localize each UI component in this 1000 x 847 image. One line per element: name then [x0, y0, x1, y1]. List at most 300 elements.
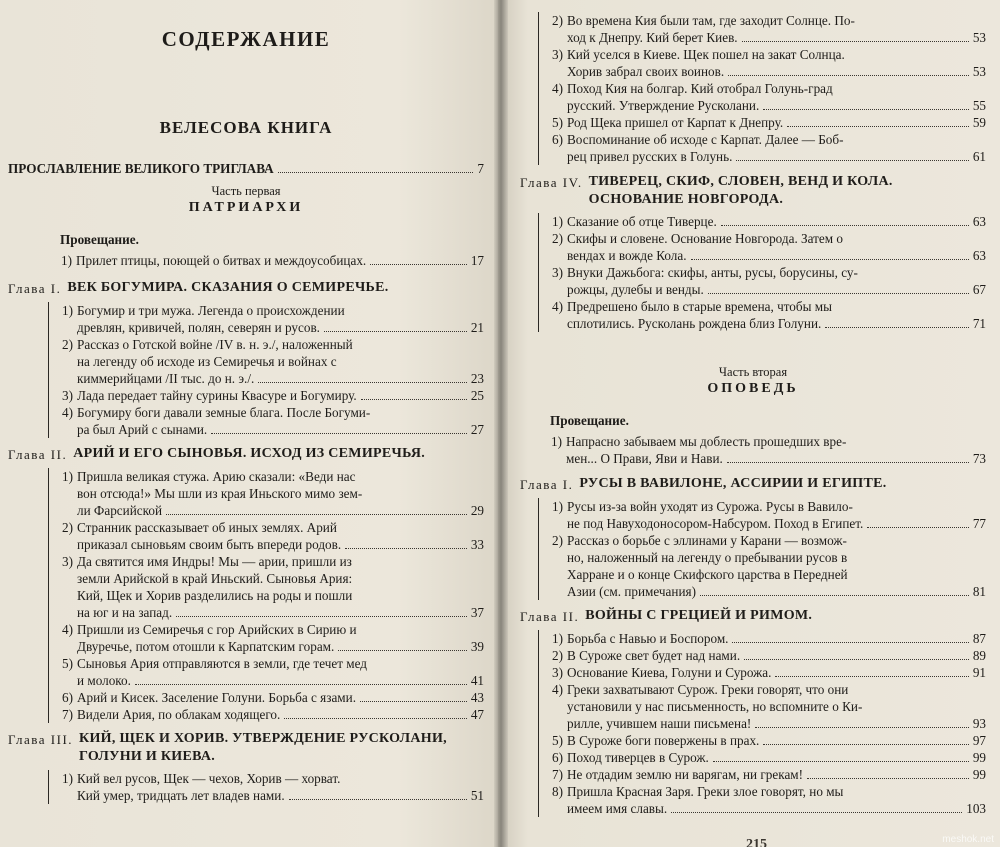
toc-entry: [539, 230, 986, 264]
chapter-block: [520, 475, 986, 600]
chapter-heading: [520, 607, 986, 626]
entry-line-last: [567, 749, 986, 766]
entry-line-last: [567, 800, 986, 817]
chapter-prefix: Глава IV.: [520, 175, 583, 190]
entry-body: [567, 783, 986, 817]
entry-line-last: [77, 536, 484, 553]
toc-entry: [49, 387, 484, 404]
leader-dots: [763, 744, 968, 745]
entry-page: 87: [972, 631, 986, 646]
toc-entry: [49, 689, 484, 706]
entry-number: 5): [62, 656, 73, 671]
entry-page: 33: [470, 537, 484, 552]
entry-body: [566, 433, 986, 467]
entry-line-last: [567, 630, 986, 647]
entry-number: 4): [62, 622, 73, 637]
part-label: Часть вторая: [718, 365, 788, 379]
chapter-heading: [520, 173, 986, 209]
entry-number: 6): [62, 690, 73, 705]
entry-body: [567, 681, 986, 732]
entry-line: Прилет птицы, поющей о битвах и междоусобицах.: [76, 253, 367, 268]
entry-page: 39: [470, 639, 484, 654]
toc-entry: [539, 749, 986, 766]
toc-entry: [539, 46, 986, 80]
entry-page: 27: [470, 422, 484, 437]
watermark: meshok.net: [942, 834, 994, 845]
entry-number: 1): [552, 631, 563, 646]
leader-dots: [278, 172, 474, 173]
chapter-3-continued-entries: [538, 12, 986, 165]
toc-entry: [49, 519, 484, 553]
toc-entry: [49, 553, 484, 621]
entry-line-last: [567, 315, 986, 332]
chapter-title: КИЙ, ЩЕК И ХОРИВ. УТВЕРЖДЕНИЕ РУСКОЛАНИ, ГОЛУНИ И КИЕВА.: [79, 731, 447, 764]
entry-line-last: [567, 247, 986, 264]
entry-number: 1): [551, 434, 562, 449]
entry-number: 3): [552, 265, 563, 280]
toc-entry-triglav: [8, 160, 484, 177]
leader-dots: [867, 527, 969, 528]
entry-line: русский. Утверждение Русколани.: [567, 98, 760, 113]
entry-line: Греки захватывают Сурож. Греки говорят, что они: [567, 682, 849, 697]
entry-page: 97: [972, 733, 986, 748]
toc-entry: [539, 498, 986, 532]
entry-number: 1): [62, 771, 73, 786]
entry-page: 73: [972, 451, 986, 466]
leader-dots: [284, 718, 467, 719]
entry-line: Скифы и словене. Основание Новгорода. Затем о: [567, 231, 844, 246]
preface-label: Провещание.: [60, 232, 139, 247]
preface-entries: [538, 433, 986, 467]
leader-dots: [360, 701, 467, 702]
entry-number: 5): [552, 115, 563, 130]
book-title: ВЕЛЕСОВА КНИГА: [159, 118, 333, 137]
entry-number: 3): [552, 665, 563, 680]
toc-entry: [49, 706, 484, 723]
toc-entry: [539, 298, 986, 332]
entry-line-last: [567, 281, 986, 298]
entry-page: 47: [470, 707, 484, 722]
toc-entry: [539, 783, 986, 817]
entry-body: [77, 519, 484, 553]
entry-line: Богумир и три мужа. Легенда о происхождении: [77, 303, 345, 318]
leader-dots: [258, 382, 467, 383]
chapter-title: АРИЙ И ЕГО СЫНОВЬЯ. ИСХОД ИЗ СЕМИРЕЧЬЯ.: [73, 446, 426, 461]
entry-line: Воспоминание об исходе с Карпат. Далее — Боб-: [567, 132, 844, 147]
entry-line: Род Щека пришел от Карпат к Днепру.: [567, 115, 784, 130]
entry-number: 3): [62, 554, 73, 569]
entry-line: киммерийцами /II тыс. до н. э./.: [77, 371, 255, 386]
toc-entry: [539, 80, 986, 114]
entry-line: Поход тиверцев в Сурож.: [567, 750, 709, 765]
page-number: 215: [746, 837, 767, 847]
entry-number: 2): [552, 533, 563, 548]
entry-body: [567, 230, 986, 264]
entry-number: 2): [62, 337, 73, 352]
toc-entry: [48, 252, 484, 269]
chapters-list: [520, 475, 986, 817]
entry-body: [77, 387, 484, 404]
leader-dots: [338, 650, 467, 651]
entry-line: Хорив забрал своих воинов.: [567, 64, 725, 79]
leader-dots: [289, 799, 467, 800]
entry-body: [77, 770, 484, 804]
entry-line-last: [77, 387, 484, 404]
entry-line-last: [77, 319, 484, 336]
leader-dots: [361, 399, 467, 400]
entry-page: 103: [966, 801, 986, 816]
entry-line: Пришла Красная Заря. Греки злое говорят, но мы: [567, 784, 844, 799]
entry-body: [567, 12, 986, 46]
entry-line: древлян, кривичей, полян, северян и русов.: [77, 320, 320, 335]
entry-body: [567, 46, 986, 80]
entry-line: Сыновья Ария отправляются в земли, где течет мед: [77, 656, 367, 671]
toc-entry: [539, 213, 986, 230]
entry-body: [567, 131, 986, 165]
entry-page: 63: [972, 248, 986, 263]
chapter-entries: [538, 213, 986, 332]
chapter-block: [8, 279, 484, 438]
preface-label: Провещание.: [550, 413, 629, 428]
chapter-title: ВЕК БОГУМИРА. СКАЗАНИЯ О СЕМИРЕЧЬЕ.: [67, 280, 389, 295]
entry-number: 6): [552, 750, 563, 765]
chapter-heading: [8, 445, 484, 464]
chapter-block: [8, 730, 484, 804]
entry-line: Кий вел русов, Щек — чехов, Хорив — хорват.: [77, 771, 341, 786]
entry-number: 3): [62, 388, 73, 403]
entry-page: 89: [972, 648, 986, 663]
entry-page: 53: [972, 30, 986, 45]
leader-dots: [324, 331, 467, 332]
entry-line: Сказание об отце Тиверце.: [567, 214, 717, 229]
entry-page: 99: [972, 767, 986, 782]
entry-body: [77, 706, 484, 723]
entry-page: 81: [972, 584, 986, 599]
entry-line-last: [567, 664, 986, 681]
leader-dots: [807, 778, 969, 779]
entry-line-last: [77, 604, 484, 621]
entry-body: [567, 664, 986, 681]
entry-line: на юг и на запад.: [77, 605, 173, 620]
leader-dots: [671, 812, 962, 813]
chapter-prefix: Глава I.: [8, 281, 62, 296]
entry-body: [77, 621, 484, 655]
entry-line: не под Навуходоносором-Набсуром. Поход в Египет.: [567, 516, 864, 531]
entry-line: Пришла великая стужа. Арию сказали: «Веди нас: [77, 469, 356, 484]
entry-body: [567, 498, 986, 532]
entry-number: 1): [61, 253, 72, 268]
entry-line: мен... О Прави, Яви и Нави.: [566, 451, 723, 466]
entry-line: сплотились. Русколань рождена близ Голуни.: [567, 316, 822, 331]
entry-page: 99: [972, 750, 986, 765]
toc-entry: [539, 681, 986, 732]
toc-entry: [49, 655, 484, 689]
entry-body: [567, 749, 986, 766]
toc-entry: [49, 302, 484, 336]
entry-number: 4): [552, 299, 563, 314]
leader-dots: [166, 514, 467, 515]
part-label: Часть первая: [211, 184, 281, 198]
part-title: ОПОВЕДЬ: [707, 381, 799, 396]
entry-number: 7): [552, 767, 563, 782]
entry-number: 2): [552, 648, 563, 663]
entry-line: Поход Кия на болгар. Кий отобрал Голунь-град: [567, 81, 833, 96]
entry-line: Азии (см. примечания): [567, 584, 696, 599]
toc-entry: [49, 336, 484, 387]
entry-page: 53: [972, 64, 986, 79]
entry-line: Русы из-за войн уходят из Сурожа. Русы в Вавило-: [567, 499, 853, 514]
entry-page: 41: [470, 673, 484, 688]
chapter-prefix: Глава III.: [8, 732, 74, 747]
entry-line: Рассказ о Готской войне /IV в. н. э./, наложенный: [77, 337, 353, 352]
chapter-block: [520, 173, 986, 332]
leader-dots: [345, 548, 467, 549]
entry-line: рец привел русских в Голунь.: [567, 149, 733, 164]
entry-page: 37: [470, 605, 484, 620]
entry-body: [77, 404, 484, 438]
chapter-prefix: Глава II.: [8, 447, 68, 462]
entry-line: Странник рассказывает об иных землях. Арий: [77, 520, 337, 535]
leader-dots: [211, 433, 467, 434]
entry-body: [567, 630, 986, 647]
entry-line-last: [77, 370, 484, 387]
entry-body: [77, 336, 484, 387]
right-page: [498, 0, 1000, 847]
toc-entry: [49, 468, 484, 519]
chapter-entries: [538, 498, 986, 600]
toc-entry: [539, 114, 986, 131]
entry-page: 55: [972, 98, 986, 113]
chapter-title: ВОЙНЫ С ГРЕЦИЕЙ И РИМОМ.: [585, 608, 813, 623]
toc-heading: СОДЕРЖАНИЕ: [161, 27, 331, 51]
entry-line: Арий и Кисек. Заселение Голуни. Борьба с язами.: [77, 690, 357, 705]
entry-line: земли Арийской в край Иньский. Сыновья Ария:: [77, 571, 353, 586]
leader-dots: [744, 659, 969, 660]
entry-line-last: [567, 114, 986, 131]
entry-line: но, наложенный на легенду о пребывании русов в: [567, 550, 848, 565]
entry-line: Основание Киева, Голуни и Сурожа.: [567, 665, 772, 680]
entry-page: 23: [470, 371, 484, 386]
entry-number: 1): [552, 499, 563, 514]
entry-number: 8): [552, 784, 563, 799]
entry-page: 67: [972, 282, 986, 297]
book-gutter: [494, 0, 508, 847]
entry-body: [567, 114, 986, 131]
entry-line: ход к Днепру. Кий берет Киев.: [567, 30, 738, 45]
entry-line: Лада передает тайну сурины Квасуре и Богумиру.: [77, 388, 357, 403]
leader-dots: [708, 293, 969, 294]
toc-entry: [539, 664, 986, 681]
entry-line-last: [567, 213, 986, 230]
entry-line: Борьба с Навью и Боспором.: [567, 631, 729, 646]
leader-dots: [787, 126, 969, 127]
entry-number: 4): [552, 682, 563, 697]
entry-page: 17: [470, 253, 484, 268]
entry-line-last: [567, 29, 986, 46]
leader-dots: [736, 160, 968, 161]
leader-dots: [825, 327, 969, 328]
entry-line: ра был Арий с сынами.: [77, 422, 208, 437]
entry-line-last: [76, 252, 484, 269]
entry-line-last: [567, 97, 986, 114]
entry-number: 1): [62, 303, 73, 318]
leader-dots: [728, 75, 969, 76]
entry-number: 2): [62, 520, 73, 535]
toc-entry: [539, 131, 986, 165]
leader-dots: [713, 761, 969, 762]
entry-page: 7: [477, 161, 484, 176]
entry-line: ли Фарсийской: [77, 503, 163, 518]
entry-line: на легенду об исходе из Семиречья и войнах с: [77, 354, 337, 369]
leader-dots: [721, 225, 969, 226]
entry-line: приказал сыновьям своим быть впереди родов.: [77, 537, 342, 552]
entry-page: 25: [470, 388, 484, 403]
entry-page: 59: [972, 115, 986, 130]
entry-line: Во времена Кия были там, где заходит Солнце. По-: [567, 13, 855, 28]
toc-entry: [49, 770, 484, 804]
leader-dots: [732, 642, 968, 643]
leader-dots: [691, 259, 969, 260]
entry-body: [567, 532, 986, 600]
entry-page: 43: [470, 690, 484, 705]
toc-entry: [539, 766, 986, 783]
entry-line-last: [77, 672, 484, 689]
entry-number: 2): [552, 13, 563, 28]
entry-line: Пришли из Семиречья с гор Арийских в Сирию и: [77, 622, 357, 637]
entry-number: 1): [62, 469, 73, 484]
entry-line-last: [567, 583, 986, 600]
entry-page: 61: [972, 149, 986, 164]
entry-line: В Суроже свет будет над нами.: [567, 648, 741, 663]
chapter-title: ТИВЕРЕЦ, СКИФ, СЛОВЕН, ВЕНД И КОЛА. ОСНОВАНИЕ НОВГОРОДА.: [588, 174, 893, 207]
entry-number: 4): [552, 81, 563, 96]
entry-body: [77, 689, 484, 706]
chapter-title: РУСЫ В ВАВИЛОНЕ, АССИРИИ И ЕГИПТЕ.: [579, 476, 887, 491]
entry-line: рилле, учившем наши письмена!: [567, 716, 752, 731]
entry-line-last: [77, 689, 484, 706]
toc-entry: [539, 264, 986, 298]
entry-line-last: [567, 148, 986, 165]
entry-number: 6): [552, 132, 563, 147]
entry-line: В Суроже боги повержены в прах.: [567, 733, 760, 748]
entry-line: Кий уселся в Киеве. Щек пошел на закат Солнца.: [567, 47, 845, 62]
entry-page: 77: [972, 516, 986, 531]
entry-body: [77, 553, 484, 621]
leader-dots: [700, 595, 969, 596]
entry-body: [567, 264, 986, 298]
toc-entry: [538, 433, 986, 467]
entry-line: Кий, Щек и Хорив разделились на роды и пошли: [77, 588, 353, 603]
entry-line: Да святится имя Индры! Мы — арии, пришли из: [77, 554, 352, 569]
entry-line: вендах и вожде Кола.: [567, 248, 687, 263]
toc-entry: [539, 532, 986, 600]
entry-page: 21: [470, 320, 484, 335]
entry-title: ПРОСЛАВЛЕНИЕ ВЕЛИКОГО ТРИГЛАВА: [8, 161, 274, 176]
chapter-entries: [48, 302, 484, 438]
chapter-heading: [520, 475, 986, 494]
entry-page: 51: [470, 788, 484, 803]
entry-page: 91: [972, 665, 986, 680]
chapter-entries: [538, 630, 986, 817]
entry-line-last: [77, 638, 484, 655]
leader-dots: [135, 684, 467, 685]
leader-dots: [176, 616, 467, 617]
entry-line-last: [567, 63, 986, 80]
entry-body: [567, 213, 986, 230]
entry-line-last: [567, 766, 986, 783]
entry-number: 1): [552, 214, 563, 229]
toc-entry: [49, 621, 484, 655]
entry-line: Двуречье, потом отошли к Карпатским горам.: [77, 639, 335, 654]
entry-body: [76, 252, 484, 269]
preface-entries: [48, 252, 484, 269]
entry-body: [77, 655, 484, 689]
entry-line: рожцы, дулебы и венды.: [567, 282, 704, 297]
entry-page: 93: [972, 716, 986, 731]
leader-dots: [775, 676, 968, 677]
entry-body: [567, 80, 986, 114]
toc-entry: [49, 404, 484, 438]
entry-line: Видели Ария, по облакам ходящего.: [77, 707, 281, 722]
entry-line: Кий умер, тридцать лет владев нами.: [77, 788, 285, 803]
entry-line: Рассказ о борьбе с эллинами у Карани — возмож-: [567, 533, 847, 548]
entry-number: 5): [552, 733, 563, 748]
chapter-prefix: Глава I.: [520, 477, 574, 492]
entry-number: 4): [62, 405, 73, 420]
entry-line-last: [567, 515, 986, 532]
entry-body: [567, 766, 986, 783]
entry-page: 63: [972, 214, 986, 229]
entry-line: Харране и о конце Скифского царства в Передней: [567, 567, 848, 582]
chapter-block: [520, 607, 986, 817]
entry-line-last: [77, 706, 484, 723]
entry-line: Богумиру боги давали земные блага. После Богуми-: [77, 405, 371, 420]
entry-line: Напрасно забываем мы доблесть прошедших вре-: [566, 434, 847, 449]
entry-line-last: [77, 502, 484, 519]
entry-number: 2): [552, 231, 563, 246]
entry-body: [77, 302, 484, 336]
chapter-heading: [8, 730, 484, 766]
entry-line-last: [567, 647, 986, 664]
left-page: [0, 0, 498, 847]
entry-body: [567, 732, 986, 749]
entry-line-last: [567, 732, 986, 749]
entry-line: Не отдадим землю ни варягам, ни грекам!: [567, 767, 804, 782]
entry-line-last: [77, 787, 484, 804]
chapter-4: [520, 173, 986, 332]
toc-entry: [539, 647, 986, 664]
leader-dots: [742, 41, 969, 42]
entry-body: [567, 647, 986, 664]
toc-entry: [539, 12, 986, 46]
leader-dots: [755, 727, 968, 728]
entry-body: [77, 468, 484, 519]
entry-line: и молоко.: [77, 673, 131, 688]
entry-line: имеем имя славы.: [567, 801, 668, 816]
entry-page: 29: [470, 503, 484, 518]
toc-entry: [539, 732, 986, 749]
leader-dots: [727, 462, 969, 463]
leader-dots: [370, 264, 467, 265]
entry-line-last: [566, 450, 986, 467]
entry-line: Внуки Дажьбога: скифы, анты, русы, борусины, су-: [567, 265, 858, 280]
entry-line: установили у нас письменность, но вспомните о Ки-: [567, 699, 863, 714]
chapter-block: [8, 445, 484, 723]
chapter-heading: [8, 279, 484, 298]
chapters-list: [8, 279, 484, 804]
entry-line-last: [77, 421, 484, 438]
entry-page: 71: [972, 316, 986, 331]
